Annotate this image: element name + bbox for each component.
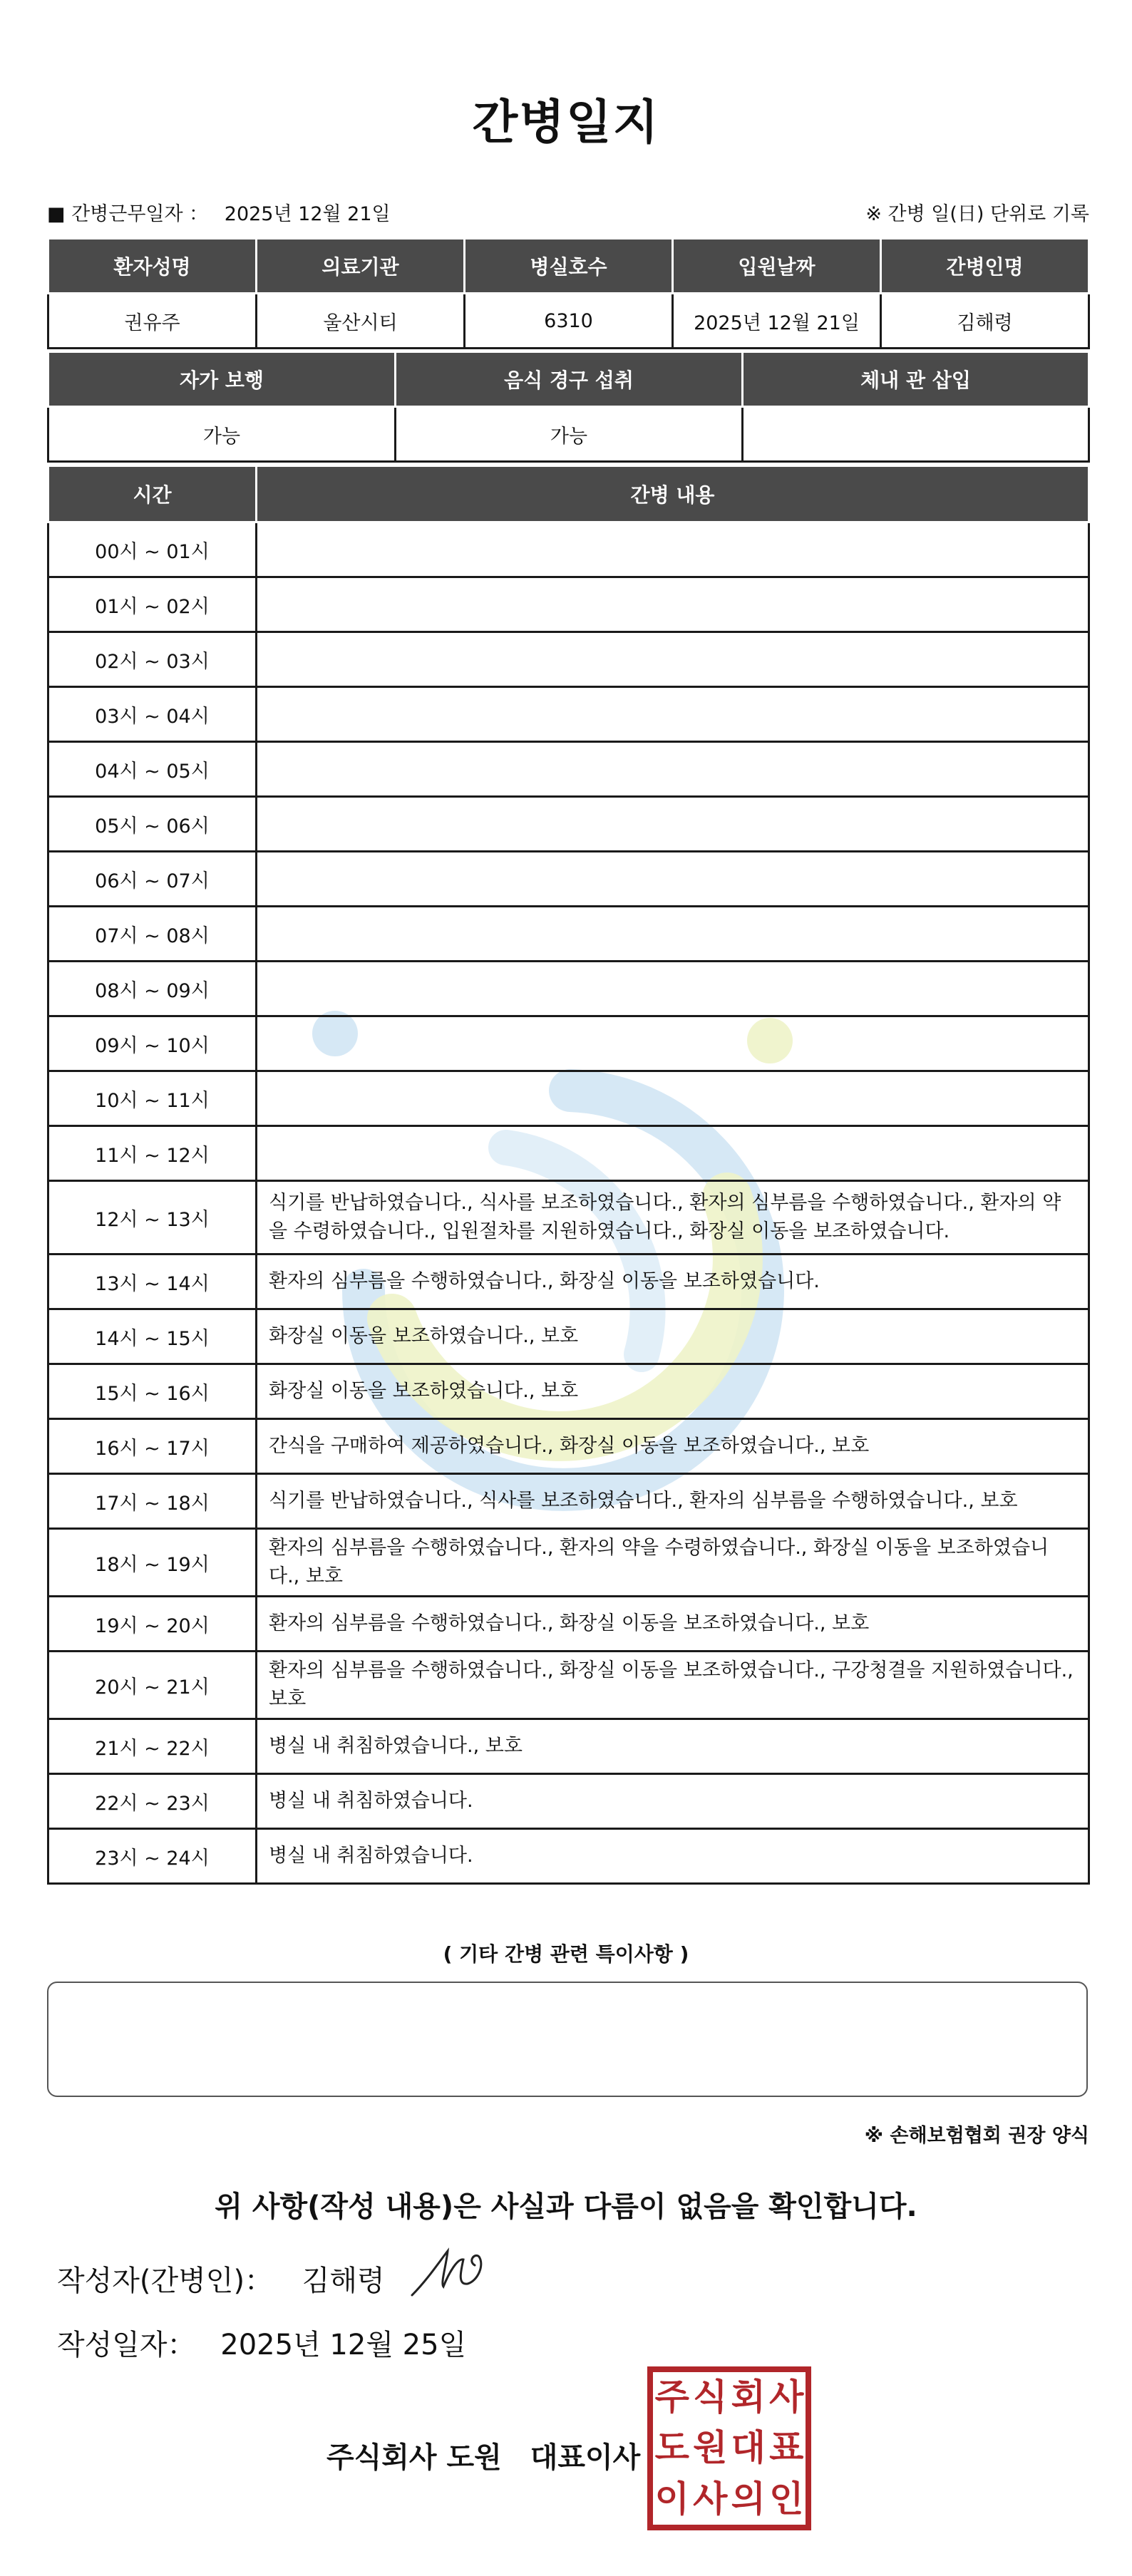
written-date-value: 2025년 12월 25일 bbox=[220, 2329, 467, 2361]
company-seal-stamp bbox=[647, 2366, 811, 2530]
care-log-row bbox=[48, 797, 1089, 852]
seal-character: 원 bbox=[693, 2426, 728, 2469]
care-log-content bbox=[257, 1016, 1089, 1071]
seal-character: 이 bbox=[654, 2477, 689, 2520]
care-log-time: 01시 ~ 02시 bbox=[48, 577, 257, 632]
admission-date: 2025년 12월 21일 bbox=[673, 294, 881, 349]
patient-info-header-row bbox=[48, 239, 1089, 294]
seal-character: 식 bbox=[693, 2376, 728, 2418]
care-log-content bbox=[257, 852, 1089, 907]
care-log-time: 13시 ~ 14시 bbox=[48, 1254, 257, 1309]
care-log-row bbox=[48, 1309, 1089, 1364]
care-log-row bbox=[48, 1774, 1089, 1829]
care-log-content bbox=[257, 907, 1089, 962]
oral-intake-value: 가능 bbox=[396, 407, 743, 462]
seal-character: 대 bbox=[731, 2426, 766, 2469]
care-log-time: 22시 ~ 23시 bbox=[48, 1774, 257, 1829]
care-log-time: 12시 ~ 13시 bbox=[48, 1181, 257, 1254]
care-log-row bbox=[48, 1829, 1089, 1884]
care-log-body bbox=[48, 522, 1089, 1884]
written-date-label: 작성일자： bbox=[57, 2329, 196, 2361]
patient-status-table bbox=[47, 351, 1090, 463]
care-log-row bbox=[48, 1254, 1089, 1309]
header-patient-name: 환자성명 bbox=[48, 239, 257, 294]
signature-icon bbox=[406, 2244, 499, 2301]
seal-character: 의 bbox=[731, 2477, 766, 2520]
care-log-content: 화장실 이동을 보조하였습니다., 보호 bbox=[257, 1364, 1089, 1419]
care-log-row bbox=[48, 632, 1089, 687]
seal-character: 인 bbox=[769, 2477, 804, 2520]
patient-info-value-row bbox=[48, 294, 1089, 349]
patient-status-value-row bbox=[48, 407, 1089, 462]
care-log-content: 환자의 심부름을 수행하였습니다., 화장실 이동을 보조하였습니다., 구강청결을 지원하였습니다., 보호 bbox=[257, 1652, 1089, 1719]
care-log-time: 21시 ~ 22시 bbox=[48, 1719, 257, 1774]
care-log-content bbox=[257, 962, 1089, 1016]
care-log-row bbox=[48, 907, 1089, 962]
care-log-row bbox=[48, 687, 1089, 742]
care-log-row bbox=[48, 962, 1089, 1016]
header-self-walking: 자가 보행 bbox=[48, 352, 396, 407]
header-care-content: 간병 내용 bbox=[257, 466, 1089, 522]
header-time: 시간 bbox=[48, 466, 257, 522]
company-line bbox=[326, 2435, 640, 2475]
care-log-row bbox=[48, 1071, 1089, 1126]
care-log-time: 16시 ~ 17시 bbox=[48, 1419, 257, 1474]
writer-label: 작성자(간병인)： bbox=[57, 2265, 274, 2297]
header-oral-intake: 음식 경구 섭취 bbox=[396, 352, 743, 407]
remarks-title: ( 기타 간병 관련 특이사항 ) bbox=[443, 1942, 689, 1966]
seal-character: 사 bbox=[693, 2477, 728, 2520]
care-log-table bbox=[47, 465, 1090, 1885]
care-log-header-row bbox=[48, 466, 1089, 522]
care-log-time: 05시 ~ 06시 bbox=[48, 797, 257, 852]
tube-insertion-value bbox=[743, 407, 1089, 462]
daily-record-note: ※ 간병 일(日) 단위로 기록 bbox=[865, 203, 1089, 225]
care-log-time: 10시 ~ 11시 bbox=[48, 1071, 257, 1126]
company-representative-title: 대표이사 bbox=[530, 2441, 641, 2474]
care-log-row bbox=[48, 852, 1089, 907]
care-log-row bbox=[48, 1181, 1089, 1254]
care-log-time: 19시 ~ 20시 bbox=[48, 1597, 257, 1652]
patient-info-table bbox=[47, 237, 1090, 349]
care-log-content: 간식을 구매하여 제공하였습니다., 화장실 이동을 보조하였습니다., 보호 bbox=[257, 1419, 1089, 1474]
care-log-row bbox=[48, 1126, 1089, 1181]
company-name: 주식회사 도원 bbox=[326, 2441, 502, 2474]
care-log-row bbox=[48, 577, 1089, 632]
caregiver-name: 김해령 bbox=[881, 294, 1089, 349]
care-log-content bbox=[257, 742, 1089, 797]
care-log-row bbox=[48, 522, 1089, 577]
self-walking-value: 가능 bbox=[48, 407, 396, 462]
seal-character: 표 bbox=[769, 2426, 804, 2469]
care-log-content bbox=[257, 577, 1089, 632]
seal-character: 회 bbox=[731, 2376, 766, 2418]
care-log-time: 02시 ~ 03시 bbox=[48, 632, 257, 687]
care-log-time: 07시 ~ 08시 bbox=[48, 907, 257, 962]
care-log-row bbox=[48, 1652, 1089, 1719]
care-log-content: 병실 내 취침하였습니다. bbox=[257, 1774, 1089, 1829]
room-number: 6310 bbox=[465, 294, 673, 349]
care-log-time: 14시 ~ 15시 bbox=[48, 1309, 257, 1364]
care-log-content bbox=[257, 687, 1089, 742]
recommended-form-note: ※ 손해보험협회 권장 양식 bbox=[864, 2125, 1089, 2147]
seal-character: 사 bbox=[769, 2376, 804, 2418]
care-log-time: 11시 ~ 12시 bbox=[48, 1126, 257, 1181]
header-room-number: 병실호수 bbox=[465, 239, 673, 294]
care-log-time: 20시 ~ 21시 bbox=[48, 1652, 257, 1719]
care-log-time: 23시 ~ 24시 bbox=[48, 1829, 257, 1884]
care-log-content: 환자의 심부름을 수행하였습니다., 화장실 이동을 보조하였습니다. bbox=[257, 1254, 1089, 1309]
care-log-row bbox=[48, 1419, 1089, 1474]
seal-character: 주 bbox=[654, 2376, 689, 2418]
care-log-row bbox=[48, 1597, 1089, 1652]
header-admission-date: 입원날짜 bbox=[673, 239, 881, 294]
writer-name: 김해령 bbox=[302, 2265, 385, 2297]
care-log-content bbox=[257, 1071, 1089, 1126]
care-log-row bbox=[48, 1719, 1089, 1774]
care-log-time: 09시 ~ 10시 bbox=[48, 1016, 257, 1071]
care-log-time: 00시 ~ 01시 bbox=[48, 522, 257, 577]
care-log-time: 08시 ~ 09시 bbox=[48, 962, 257, 1016]
care-log-content: 환자의 심부름을 수행하였습니다., 환자의 약을 수령하였습니다., 화장실 이동을 보조하였습니다., 보호 bbox=[257, 1529, 1089, 1597]
care-log-time: 06시 ~ 07시 bbox=[48, 852, 257, 907]
care-log-content bbox=[257, 797, 1089, 852]
care-log-content: 식기를 반납하였습니다., 식사를 보조하였습니다., 환자의 심부름을 수행하였습니다., 보호 bbox=[257, 1474, 1089, 1529]
care-log-time: 15시 ~ 16시 bbox=[48, 1364, 257, 1419]
work-date-label: ■ 간병근무일자 ： bbox=[47, 203, 209, 225]
confirmation-statement: 위 사항(작성 내용)은 사실과 다름이 없음을 확인합니다. bbox=[215, 2190, 917, 2223]
header-tube-insertion: 체내 관 삽입 bbox=[743, 352, 1089, 407]
care-log-content bbox=[257, 522, 1089, 577]
care-log-time: 04시 ~ 05시 bbox=[48, 742, 257, 797]
care-log-time: 03시 ~ 04시 bbox=[48, 687, 257, 742]
header-caregiver-name: 간병인명 bbox=[881, 239, 1089, 294]
care-log-row bbox=[48, 742, 1089, 797]
work-date-value: 2025년 12월 21일 bbox=[224, 203, 391, 225]
care-log-content bbox=[257, 1126, 1089, 1181]
care-log-time: 17시 ~ 18시 bbox=[48, 1474, 257, 1529]
written-date-line bbox=[57, 2322, 466, 2363]
seal-character: 도 bbox=[654, 2426, 689, 2469]
care-log-row bbox=[48, 1474, 1089, 1529]
care-log-row bbox=[48, 1529, 1089, 1597]
remarks-box bbox=[47, 1982, 1088, 2097]
header-hospital: 의료기관 bbox=[257, 239, 465, 294]
patient-name: 권유주 bbox=[48, 294, 257, 349]
care-log-content bbox=[257, 632, 1089, 687]
writer-line bbox=[57, 2258, 385, 2299]
care-log-content: 식기를 반납하였습니다., 식사를 보조하였습니다., 환자의 심부름을 수행하였습니다., 환자의 약을 수령하였습니다., 입원절차를 지원하였습니다., 화장실 이동을 보조하였습니다. bbox=[257, 1181, 1089, 1254]
patient-status-header-row bbox=[48, 352, 1089, 407]
hospital-name: 울산시티 bbox=[257, 294, 465, 349]
care-log-time: 18시 ~ 19시 bbox=[48, 1529, 257, 1597]
care-log-content: 화장실 이동을 보조하였습니다., 보호 bbox=[257, 1309, 1089, 1364]
care-log-content: 환자의 심부름을 수행하였습니다., 화장실 이동을 보조하였습니다., 보호 bbox=[257, 1597, 1089, 1652]
document-title: 간병일지 bbox=[472, 95, 660, 150]
care-log-content: 병실 내 취침하였습니다. bbox=[257, 1829, 1089, 1884]
care-log-content: 병실 내 취침하였습니다., 보호 bbox=[257, 1719, 1089, 1774]
work-date-line bbox=[47, 198, 391, 226]
care-log-row bbox=[48, 1364, 1089, 1419]
care-log-row bbox=[48, 1016, 1089, 1071]
